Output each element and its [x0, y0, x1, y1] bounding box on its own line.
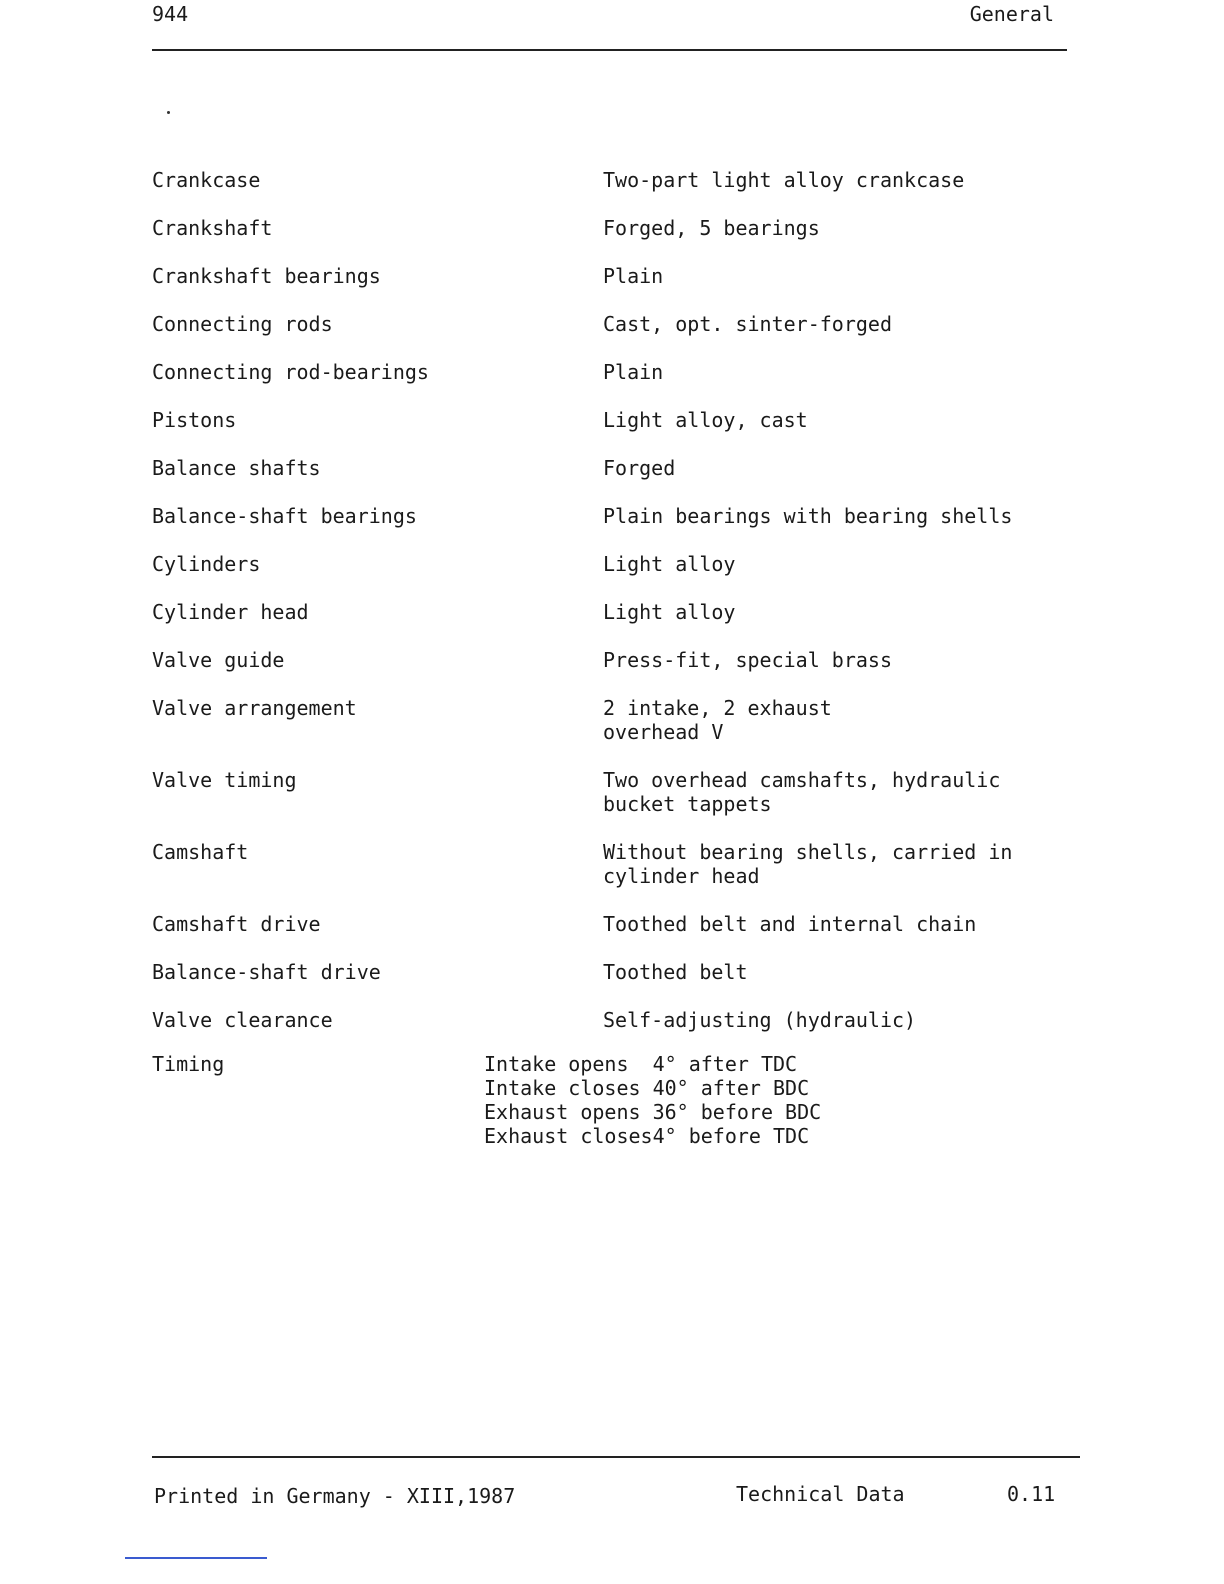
spec-label: Balance-shaft drive — [152, 960, 381, 984]
spec-value: Forged — [603, 456, 676, 480]
spec-label: Crankshaft bearings — [152, 264, 381, 288]
spec-value: Light alloy — [603, 552, 736, 576]
spec-label: Crankshaft — [152, 216, 273, 240]
spec-row — [152, 768, 1052, 816]
spec-table — [152, 168, 1052, 1056]
footer-title: Technical Data — [736, 1482, 905, 1506]
spec-value: Forged, 5 bearings — [603, 216, 820, 240]
spec-label: Valve clearance — [152, 1008, 333, 1032]
spec-row — [152, 696, 1052, 744]
timing-value: 40° after BDC — [652, 1076, 810, 1100]
spec-row — [152, 216, 1052, 240]
scan-mark — [125, 1557, 267, 1559]
spec-row — [152, 552, 1052, 576]
page-number: 944 — [152, 2, 189, 26]
scan-dot — [167, 111, 170, 114]
spec-row — [152, 360, 1052, 384]
spec-row — [152, 168, 1052, 192]
spec-label: Balance shafts — [152, 456, 321, 480]
footer-printed: Printed in Germany - XIII,1987 — [154, 1484, 516, 1508]
timing-event: Intake closes — [484, 1076, 641, 1100]
spec-row — [152, 312, 1052, 336]
timing-value: 4° after TDC — [652, 1052, 798, 1076]
spec-label: Connecting rod-bearings — [152, 360, 429, 384]
timing-row — [484, 1124, 821, 1148]
spec-label: Pistons — [152, 408, 237, 432]
spec-label: Camshaft — [152, 840, 249, 864]
spec-value: Toothed belt — [603, 960, 748, 984]
spec-value: Two-part light alloy crankcase — [603, 168, 965, 192]
section-title: General — [969, 2, 1054, 26]
spec-value: Press-fit, special brass — [603, 648, 892, 672]
timing-event: Exhaust closes — [484, 1124, 653, 1148]
timing-event: Intake opens — [484, 1052, 629, 1076]
footer-page-ref: 0.11 — [1007, 1482, 1056, 1506]
spec-value: Plain — [603, 360, 664, 384]
spec-value: 2 intake, 2 exhaust overhead V — [603, 696, 832, 744]
timing-label: Timing — [152, 1052, 225, 1076]
spec-row — [152, 456, 1052, 480]
timing-value: 36° before BDC — [652, 1100, 822, 1124]
spec-label: Balance-shaft bearings — [152, 504, 417, 528]
spec-row — [152, 408, 1052, 432]
spec-row — [152, 912, 1052, 936]
spec-label: Connecting rods — [152, 312, 333, 336]
spec-row — [152, 960, 1052, 984]
spec-label: Valve timing — [152, 768, 297, 792]
spec-value: Two overhead camshafts, hydraulic bucket tappets — [603, 768, 1001, 816]
spec-label: Crankcase — [152, 168, 261, 192]
spec-row — [152, 840, 1052, 888]
spec-value: Light alloy, cast — [603, 408, 808, 432]
spec-value: Without bearing shells, carried in cylinder head — [603, 840, 1013, 888]
spec-value: Plain — [603, 264, 664, 288]
spec-label: Cylinders — [152, 552, 261, 576]
spec-row — [152, 504, 1052, 528]
spec-value: Light alloy — [603, 600, 736, 624]
spec-row — [152, 600, 1052, 624]
spec-row — [152, 1008, 1052, 1032]
timing-event: Exhaust opens — [484, 1100, 641, 1124]
timing-value: 4° before TDC — [652, 1124, 810, 1148]
timing-row — [484, 1100, 821, 1124]
timing-row — [484, 1076, 821, 1100]
spec-label: Valve arrangement — [152, 696, 357, 720]
spec-value: Self-adjusting (hydraulic) — [603, 1008, 917, 1032]
spec-row — [152, 648, 1052, 672]
spec-value: Cast, opt. sinter-forged — [603, 312, 892, 336]
spec-label: Camshaft drive — [152, 912, 321, 936]
spec-row — [152, 264, 1052, 288]
timing-table — [484, 1052, 821, 1148]
header-rule — [152, 49, 1067, 51]
spec-value: Plain bearings with bearing shells — [603, 504, 1013, 528]
spec-label: Valve guide — [152, 648, 285, 672]
spec-value: Toothed belt and internal chain — [603, 912, 977, 936]
spec-label: Cylinder head — [152, 600, 309, 624]
timing-row — [484, 1052, 821, 1076]
footer-rule — [152, 1456, 1080, 1458]
